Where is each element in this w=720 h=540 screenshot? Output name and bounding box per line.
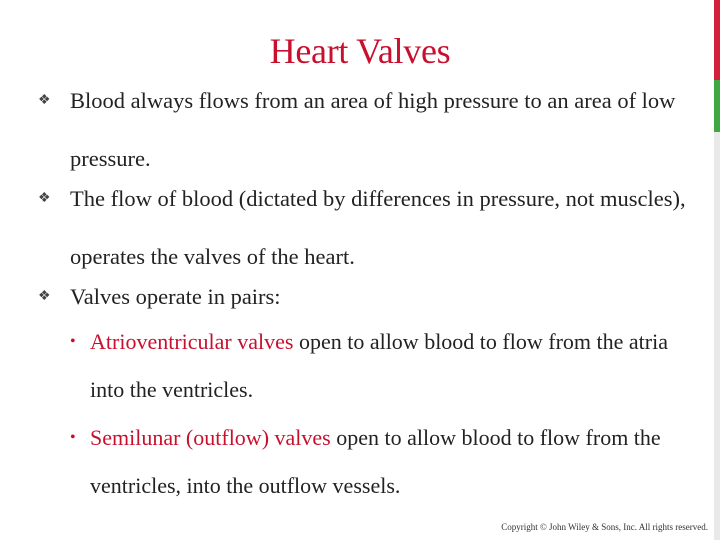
bullet-text: The flow of blood (dictated by differences in pressure, not muscles), operates the valves of the heart. — [70, 186, 686, 269]
accent-bar-green — [714, 80, 720, 132]
key-term: Semilunar (outflow) valves — [90, 425, 331, 450]
dot-bullet-icon: • — [70, 429, 76, 446]
sub-bullet-rest: open to allow blood to flow from the ventricles, into the outflow vessels. — [90, 425, 661, 498]
slide-title: Heart Valves — [269, 31, 451, 71]
bullet-text: Valves operate in pairs: — [70, 284, 281, 309]
diamond-bullet-icon: ❖ — [38, 191, 51, 206]
copyright-notice: Copyright © John Wiley & Sons, Inc. All rights reserved. — [501, 522, 708, 532]
sub-bullet-rest: open to allow blood to flow from the atria into the ventricles. — [90, 329, 668, 402]
diamond-bullet-icon: ❖ — [38, 93, 51, 108]
sub-bullet-item — [70, 318, 690, 414]
key-term: Atrioventricular valves — [90, 329, 294, 354]
sub-bullet-text — [70, 318, 690, 414]
diamond-bullet-icon: ❖ — [38, 289, 51, 304]
sub-bullet-text — [70, 414, 690, 510]
dot-bullet-icon: • — [70, 333, 76, 350]
bullet-text: Blood always flows from an area of high pressure to an area of low pressure. — [70, 88, 676, 171]
accent-bar-gray — [714, 132, 720, 540]
sub-bullet-item — [70, 414, 690, 510]
